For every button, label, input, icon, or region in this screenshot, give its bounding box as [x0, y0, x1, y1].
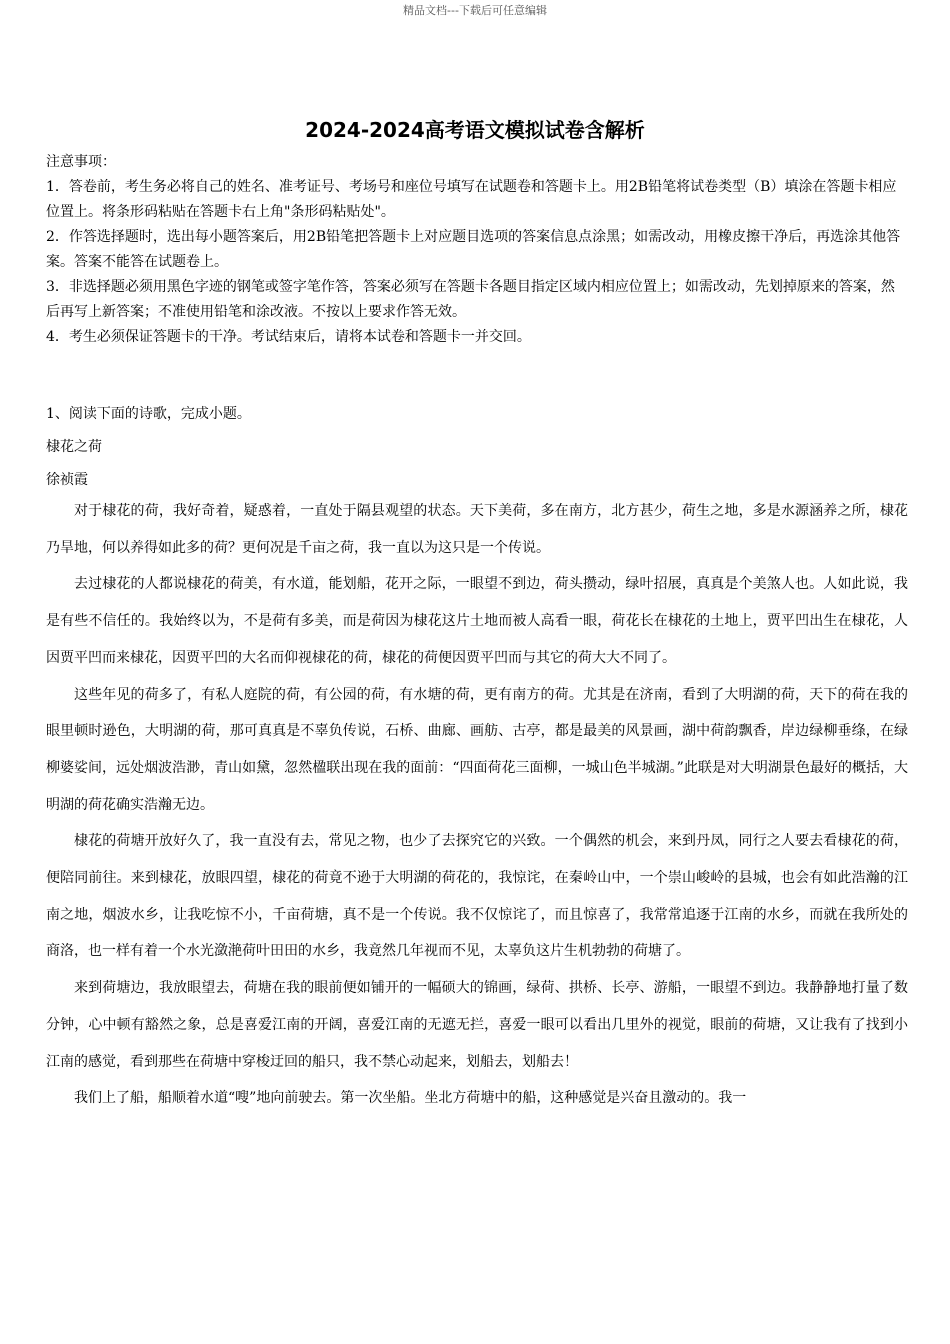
- question-prompt: 1、阅读下面的诗歌，完成小题。: [46, 406, 251, 422]
- article-paragraph: 来到荷塘边，我放眼望去，荷塘在我的眼前便如铺开的一幅硕大的锦画，绿荷、拱桥、长亭、游船，一眼望不到边。我静静地打量了数分钟，心中顿有豁然之象，总是喜爱江南的开阔，喜爱江南的无遮无拦，喜爱一眼可以看出几里外的视觉，眼前的荷塘，又让我有了找到小江南的感觉，看到那些在荷塘中穿梭迂回的船只，我不禁心动起来，划船去，划船去！: [46, 980, 908, 1070]
- article-paragraph: 这些年见的荷多了，有私人庭院的荷，有公园的荷，有水塘的荷，更有南方的荷。尤其是在济南，看到了大明湖的荷，天下的荷在我的眼里顿时逊色，大明湖的荷，那可真真是不辜负传说，石桥、曲廊、画舫、古亭，都是最美的风景画，湖中荷韵飘香，岸边绿柳垂绦，在绿柳婆娑间，远处烟波浩渺，青山如黛，忽然楹联出现在我的面前：“四面荷花三面柳，一城山色半城湖。”此联是对大明湖景色最好的概括，大明湖的荷花确实浩瀚无边。: [46, 686, 908, 813]
- article-paragraph: 我们上了船，船顺着水道“嗖”地向前驶去。第一次坐船。坐北方荷塘中的船，这种感觉是兴奋且激动的。我一: [74, 1090, 747, 1107]
- question-section: [46, 398, 908, 497]
- article-paragraph: 去过棣花的人都说棣花的荷美，有水道，能划船，花开之际，一眼望不到边，荷头攒动，绿叶招展，真真是个美煞人也。人如此说，我是有些不信任的。我始终以为，不是荷有多美，而是荷因为棣花这片土地而被人高看一眼，荷花长在棣花的土地上，贾平凹出生在棣花，人因贾平凹而来棣花，因贾平凹的大名而仰视棣花的荷，棣花的荷便因贾平凹而与其它的荷大大不同了。: [46, 576, 908, 666]
- notice-item: 1．答卷前，考生务必将自己的姓名、准考证号、考场号和座位号填写在试题卷和答题卡上。用2B铅笔将试卷类型（B）填涂在答题卡相应位置上。将条形码粘贴在答题卡右上角"条形码粘贴处"。: [46, 179, 897, 220]
- header-note: 精品文档---下载后可任意编辑: [403, 4, 547, 17]
- article-title: 棣花之荷: [46, 439, 102, 455]
- notice-section: [46, 150, 908, 350]
- article-paragraph: 棣花的荷塘开放好久了，我一直没有去，常见之物，也少了去探究它的兴致。一个偶然的机会，来到丹凤，同行之人要去看棣花的荷，便陪同前往。来到棣花，放眼四望，棣花的荷竟不逊于大明湖的荷花的，我惊诧，在秦岭山中，一个崇山峻岭的县城，也会有如此浩瀚的江南之地，烟波水乡，让我吃惊不小，千亩荷塘，真不是一个传说。我不仅惊诧了，而且惊喜了，我常常追逐于江南的水乡，而就在我所处的商洛，也一样有着一个水光潋滟荷叶田田的水乡，我竟然几年视而不见，太辜负这片生机勃勃的荷塘了。: [46, 833, 908, 960]
- article-paragraph: 对于棣花的荷，我好奇着，疑惑着，一直处于隔县观望的状态。天下美荷，多在南方，北方甚少，荷生之地，多是水源涵养之所，棣花乃旱地，何以养得如此多的荷？更何况是千亩之荷，我一直以为这只是一个传说。: [46, 503, 908, 556]
- article-body: [46, 493, 908, 1117]
- notice-heading: 注意事项：: [46, 154, 116, 170]
- page-title: 2024-2024高考语文模拟试卷含解析: [305, 118, 645, 142]
- notice-item: 2．作答选择题时，选出每小题答案后，用2B铅笔把答题卡上对应题目选项的答案信息点涂黑；如需改动，用橡皮擦干净后，再选涂其他答案。答案不能答在试题卷上。: [46, 229, 901, 270]
- notice-item: 3．非选择题必须用黑色字迹的钢笔或签字笔作答，答案必须写在答题卡各题目指定区域内相应位置上；如需改动，先划掉原来的答案，然后再写上新答案；不准使用铅笔和涂改液。不按以上要求作答无效。: [46, 279, 895, 320]
- notice-item: 4．考生必须保证答题卡的干净。考试结束后，请将本试卷和答题卡一并交回。: [46, 329, 531, 345]
- article-author: 徐祯霞: [46, 472, 88, 488]
